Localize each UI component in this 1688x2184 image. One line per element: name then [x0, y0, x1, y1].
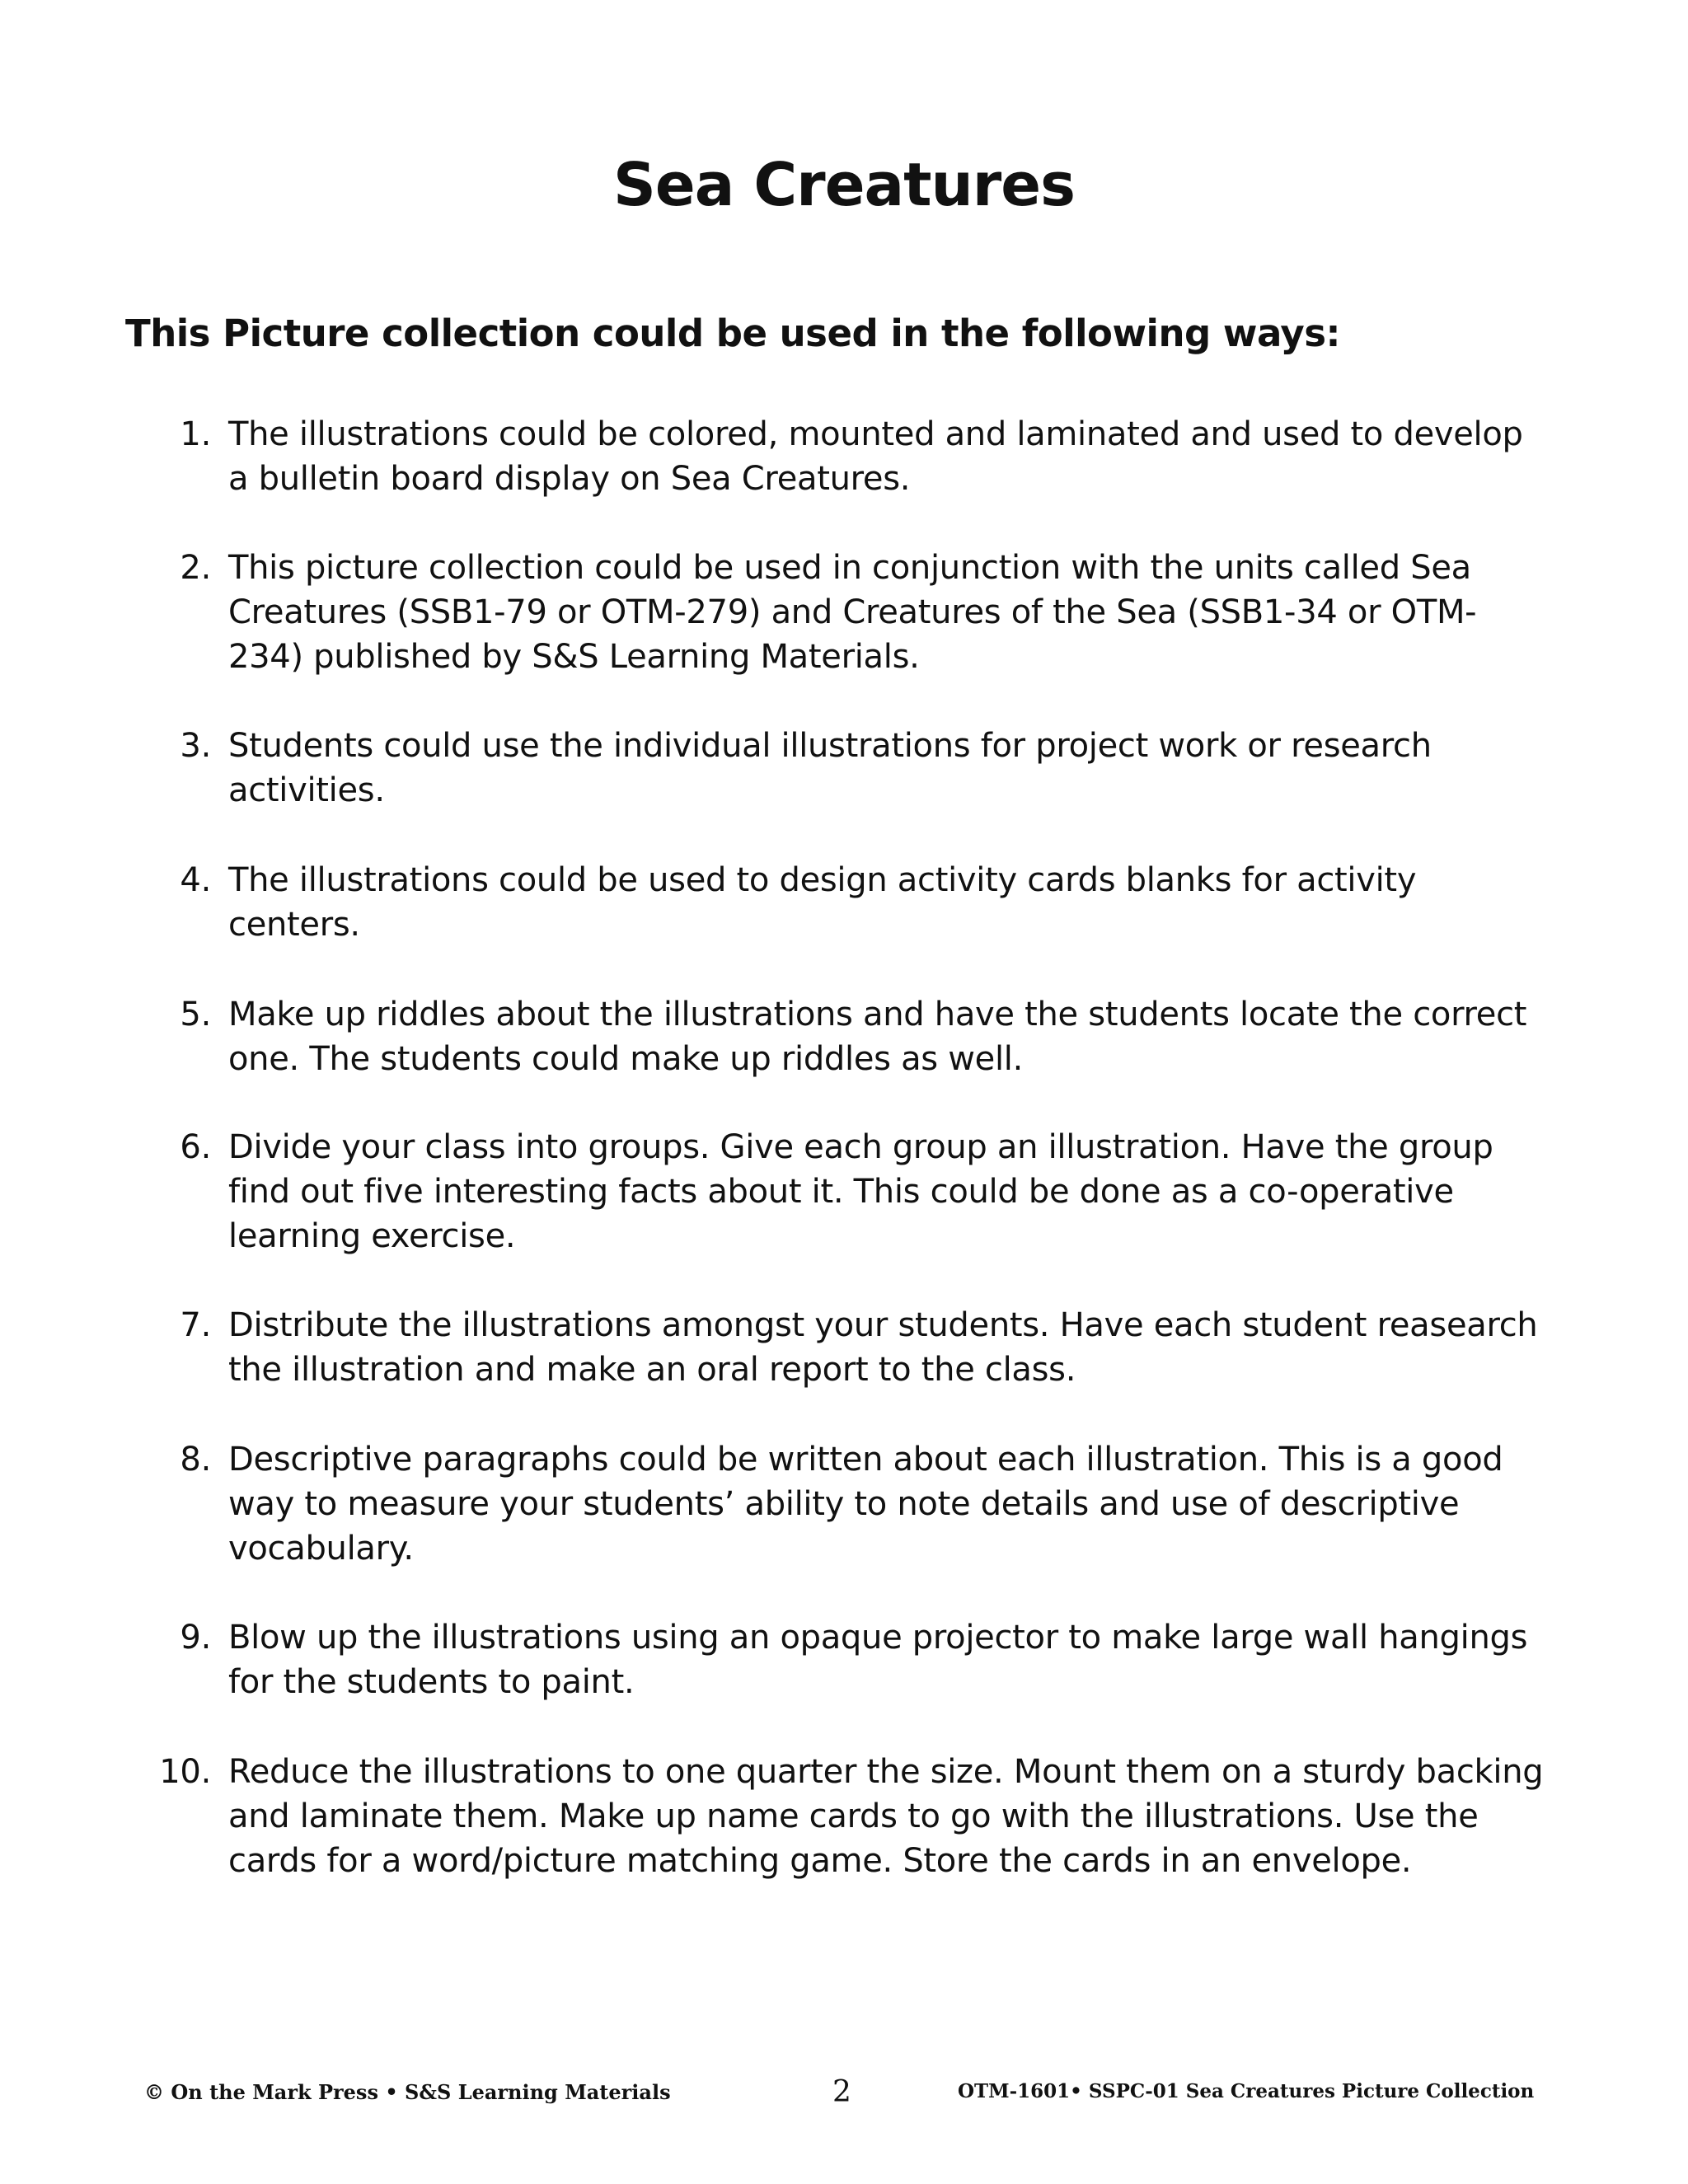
page-title: Sea Creatures [613, 150, 1075, 219]
list-item-number: 10. [159, 1753, 211, 1791]
list-item-text: Reduce the illustrations to one quarter the size. Mount them on a sturdy backing and laminate them. Make up name cards to go with the illustrations. Use the cards for a word/picture matching game. Store the cards in an envelope. [228, 1753, 1544, 1880]
list-item-number: 8. [180, 1441, 211, 1479]
list-item-text: This picture collection could be used in conjunction with the units called Sea Creatures (SSB1-79 or OTM-279) and Creatures of the Sea (SSB1-34 or OTM-234) published by S&S Learning Materials. [228, 549, 1477, 676]
list-item-text: The illustrations could be colored, mounted and laminated and used to develop a bulletin board display on Sea Creatures. [228, 415, 1523, 498]
list-item-text: Make up riddles about the illustrations and have the students locate the correct one. The students could make up riddles as well. [228, 996, 1527, 1078]
footer-product: OTM-1601• SSPC-01 Sea Creatures Picture Collection [958, 2080, 1535, 2102]
footer-publisher: © On the Mark Press • S&S Learning Materials [144, 2080, 671, 2104]
list-item-number: 7. [180, 1306, 211, 1344]
footer-page-number: 2 [832, 2075, 851, 2109]
list-item-text: Blow up the illustrations using an opaque projector to make large wall hangings for the students to paint. [228, 1619, 1528, 1701]
page-footer [0, 2075, 1688, 2113]
list-item-number: 1. [180, 415, 211, 453]
list-item-number: 5. [180, 996, 211, 1033]
list-item-number: 9. [180, 1619, 211, 1657]
list-item-number: 3. [180, 727, 211, 765]
list-item-text: Divide your class into groups. Give each group an illustration. Have the group find out five interesting facts about it. This could be done as a co-operative learning exercise. [228, 1128, 1493, 1255]
list-item-text: Students could use the individual illustrations for project work or research activities. [228, 727, 1432, 809]
list-item-number: 6. [180, 1128, 211, 1166]
list-item-text: The illustrations could be used to design activity cards blanks for activity centers. [228, 861, 1417, 944]
list-item-number: 2. [180, 549, 211, 587]
list-item-text: Descriptive paragraphs could be written about each illustration. This is a good way to measure your students’ ability to note details and use of descriptive vocabulary. [228, 1441, 1503, 1568]
list-item-number: 4. [180, 861, 211, 899]
intro-heading: This Picture collection could be used in the following ways: [125, 312, 1341, 355]
list-item-text: Distribute the illustrations amongst your students. Have each student reasearch the illustration and make an oral report to the class. [228, 1306, 1538, 1389]
